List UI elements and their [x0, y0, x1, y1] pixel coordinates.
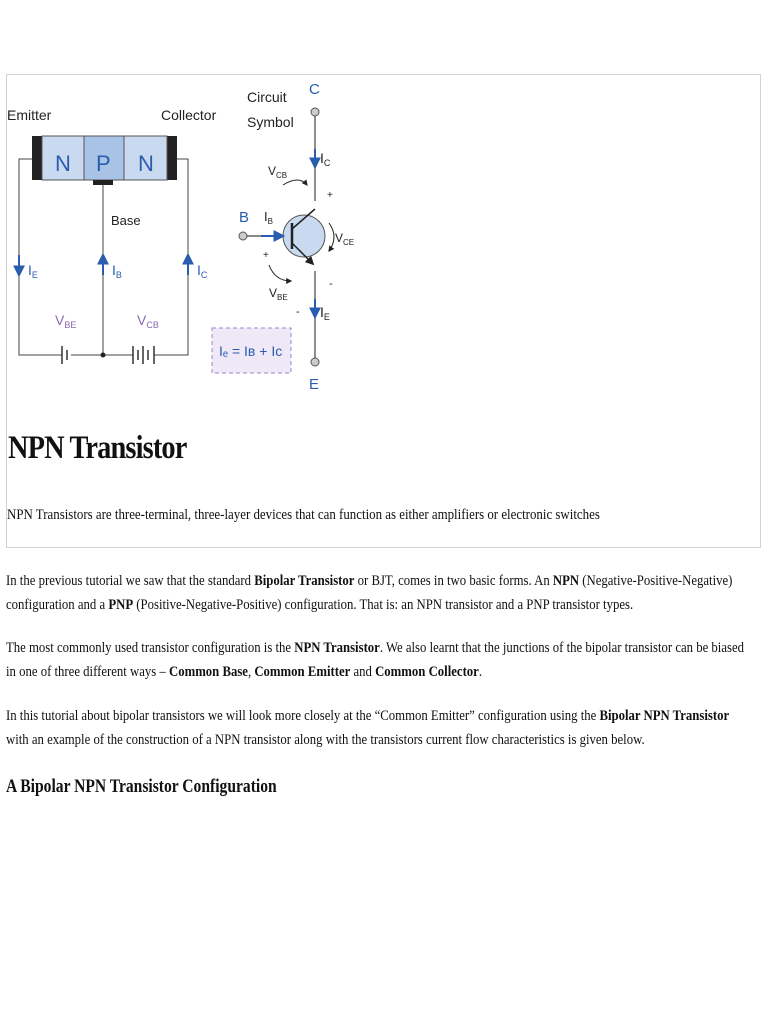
card-title: NPN Transistor [8, 430, 187, 466]
emitter-label: Emitter [7, 107, 52, 123]
svg-text:VBE: $V_{BE}$ [55, 312, 77, 330]
transistor-symbol-circle [283, 215, 325, 257]
terminal-c-node [311, 108, 319, 116]
svg-text:IB: $I_B$ [264, 209, 273, 226]
svg-text:VCE: $V_{CE}$ [335, 231, 355, 247]
svg-text:VBE: $V_{BE}$ [269, 286, 288, 302]
svg-text:IB: $I_B$ [112, 262, 122, 280]
terminal-e-node [311, 358, 319, 366]
paragraph-configurations: The most commonly used transistor configuration is the NPN Transistor. We also learnt that the junctions of the bipolar transistor can be biased in one of three different ways – Common Base, Common Emitter and Common Collector. [6, 640, 744, 680]
layer-p-label: P [96, 151, 111, 176]
paragraph-common-emitter: In this tutorial about bipolar transistors we will look more closely at the “Common Emitter” configuration using the Bipolar NPN Transistor with an example of the construction of a NPN transistor along with the transistors current flow characteristics is given below. [6, 708, 730, 748]
terminal-e-label: E [309, 376, 320, 393]
svg-text:VCB: $V_{CB}$ [268, 164, 288, 180]
emitter-terminal [32, 136, 42, 180]
svg-text:IE: $I_E$ [28, 262, 38, 280]
svg-text:VCB: $V_{CB}$ [137, 312, 159, 330]
svg-text:+: + [327, 190, 333, 201]
terminal-b-node [239, 232, 247, 240]
collector-label: Collector [161, 107, 217, 123]
svg-text:-: - [296, 306, 300, 318]
vcb-battery [133, 346, 154, 364]
svg-text:+: + [263, 250, 269, 261]
formula-text: Iₑ = Iʙ + Iᴄ [219, 343, 283, 359]
svg-text:-: - [329, 278, 333, 290]
base-contact [93, 180, 113, 185]
paragraph-intro: In the previous tutorial we saw that the standard Bipolar Transistor or BJT, comes in two basic forms. An NPN (Negative-Positive-Negative) configuration and a PNP (Positive-Negative-Positive) configuration. That is: an NPN transistor and a PNP transistor types. [6, 573, 733, 613]
svg-text:IE: $I_E$ [320, 304, 330, 322]
npn-transistor-diagram [7, 75, 355, 397]
card-description: NPN Transistors are three-terminal, three-layer devices that can function as either amplifiers or electronic switches [7, 507, 600, 523]
article-card[interactable] [6, 74, 761, 548]
layer-n1-label: N [55, 151, 71, 176]
layer-n2-label: N [138, 151, 154, 176]
collector-terminal [167, 136, 177, 180]
svg-text:IC: $I_C$ [320, 150, 331, 168]
base-label: Base [111, 213, 141, 228]
circuit-symbol-line2: Symbol [247, 114, 294, 130]
circuit-symbol-line1: Circuit [247, 89, 287, 105]
section-heading: A Bipolar NPN Transistor Configuration [6, 776, 277, 797]
terminal-b-label: B [239, 209, 250, 226]
svg-text:IC: $I_C$ [197, 262, 208, 280]
terminal-c-label: C [309, 81, 320, 98]
